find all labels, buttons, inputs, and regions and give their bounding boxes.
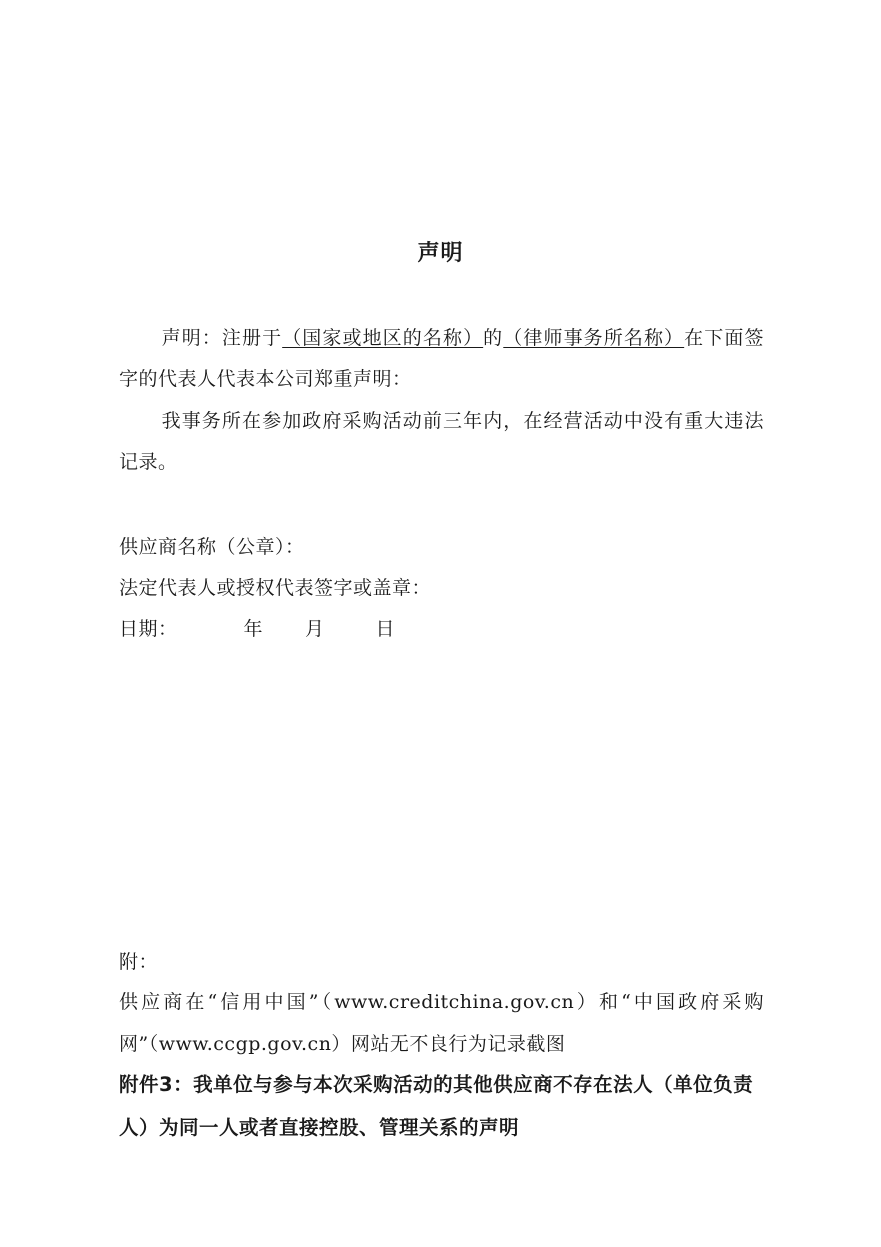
year-label: 年 xyxy=(243,618,264,640)
day-label: 日 xyxy=(375,618,396,640)
declaration-paragraph xyxy=(119,401,764,483)
firm-name-blank: （律师事务所名称） xyxy=(503,327,685,349)
country-name-blank: （国家或地区的名称） xyxy=(282,327,484,349)
month-label: 月 xyxy=(305,618,325,640)
legal-representative-label: 法定代表人或授权代表签字或盖章： xyxy=(119,577,432,599)
attachment-3-heading: 附件3：我单位与参与本次采购活动的其他供应商不存在法人（单位负责人）为同一人或者直接控股、管理关系的声明 xyxy=(119,1073,754,1139)
supplier-name-label: 供应商名称（公章）： xyxy=(119,536,305,558)
statement-paragraph xyxy=(119,318,764,400)
statement-suffix: 在下面签字的代表人代表本公司郑重声明： xyxy=(119,327,764,390)
statement-prefix: 声明：注册于 xyxy=(161,327,283,349)
page-title: 声明 xyxy=(417,241,464,266)
statement-middle: 的 xyxy=(483,327,504,349)
date-label: 日期： xyxy=(119,618,178,640)
declaration-body: 我事务所在参加政府采购活动前三年内，在经营活动中没有重大违法记录。 xyxy=(119,410,764,473)
appendix-text: 供应商在“信用中国”（www.creditchina.gov.cn）和“中国政府采购网”（www.ccgp.gov.cn）网站无不良行为记录截图 xyxy=(119,991,764,1055)
appendix-label: 附： xyxy=(119,951,159,973)
date-line xyxy=(119,617,395,641)
